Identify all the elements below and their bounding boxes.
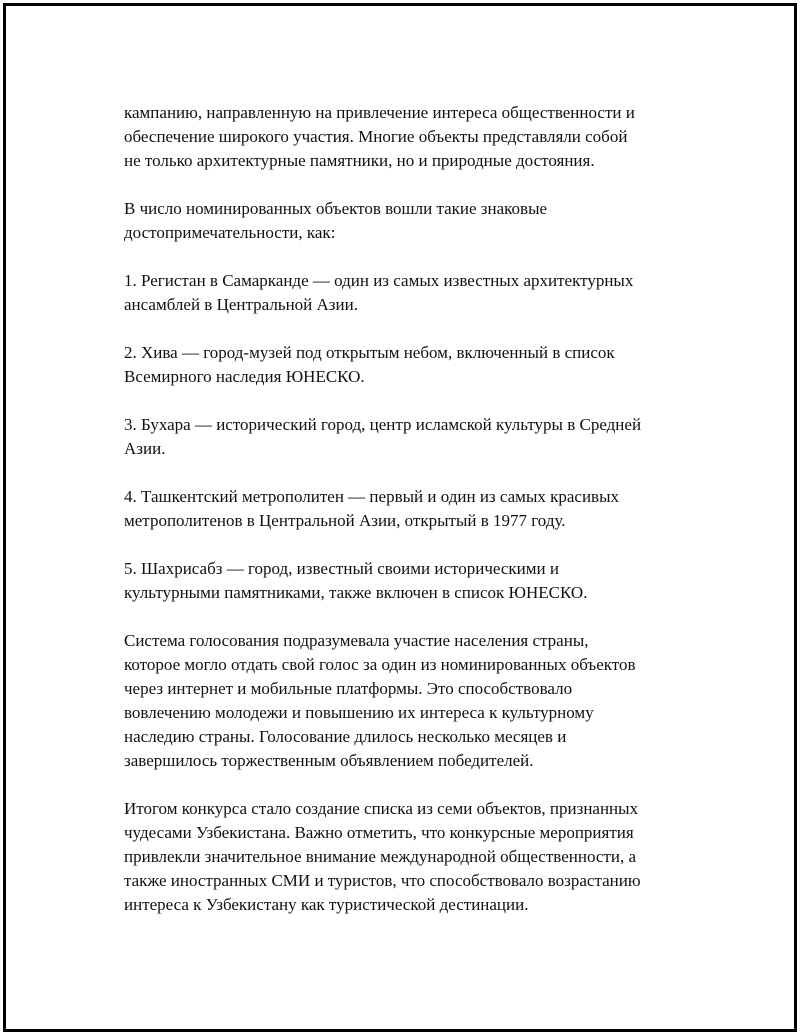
text-line: Всемирного наследия ЮНЕСКО. bbox=[124, 367, 365, 386]
text-line: метрополитенов в Центральной Азии, открытый в 1977 году. bbox=[124, 511, 566, 530]
text-line: В число номинированных объектов вошли такие знаковые bbox=[124, 199, 548, 218]
text-line: наследию страны. Голосование длилось несколько месяцев и bbox=[124, 727, 567, 746]
text-line: Азии. bbox=[124, 439, 166, 458]
text-line: культурными памятниками, также включен в список ЮНЕСКО. bbox=[124, 583, 588, 602]
paragraph-nominated bbox=[124, 197, 704, 245]
text-line: вовлечению молодежи и повышению их интереса к культурному bbox=[124, 703, 594, 722]
text-line: чудесами Узбекистана. Важно отметить, что конкурсные мероприятия bbox=[124, 823, 634, 842]
text-line: через интернет и мобильные платформы. Это способствовало bbox=[124, 679, 573, 698]
text-line: завершилось торжественным объявлением победителей. bbox=[124, 751, 534, 770]
page-body bbox=[124, 101, 704, 941]
list-item-shakhrisabz bbox=[124, 557, 704, 605]
list-item-khiva bbox=[124, 341, 704, 389]
text-line: кампанию, направленную на привлечение интереса общественности и bbox=[124, 103, 635, 122]
text-line: достопримечательности, как: bbox=[124, 223, 336, 242]
paragraph-result bbox=[124, 797, 704, 917]
text-line: интереса к Узбекистану как туристической дестинации. bbox=[124, 895, 529, 914]
list-item-tashkent-metro bbox=[124, 485, 704, 533]
text-line: Система голосования подразумевала участие населения страны, bbox=[124, 631, 589, 650]
text-line: 5. Шахрисабз — город, известный своими историческими и bbox=[124, 559, 559, 578]
text-line: Итогом конкурса стало создание списка из семи объектов, признанных bbox=[124, 799, 639, 818]
text-line: 4. Ташкентский метрополитен — первый и один из самых красивых bbox=[124, 487, 620, 506]
text-line: привлекли значительное внимание международной общественности, а bbox=[124, 847, 636, 866]
text-line: которое могло отдать свой голос за один из номинированных объектов bbox=[124, 655, 636, 674]
text-line: также иностранных СМИ и туристов, что способствовало возрастанию bbox=[124, 871, 641, 890]
text-line: 2. Хива — город-музей под открытым небом, включенный в список bbox=[124, 343, 615, 362]
text-line: 1. Регистан в Самарканде — один из самых известных архитектурных bbox=[124, 271, 634, 290]
paragraph-intro bbox=[124, 101, 704, 173]
text-line: 3. Бухара — исторический город, центр исламской культуры в Средней bbox=[124, 415, 642, 434]
page-frame bbox=[3, 3, 797, 1032]
paragraph-voting bbox=[124, 629, 704, 773]
text-line: обеспечение широкого участия. Многие объекты представляли собой bbox=[124, 127, 628, 146]
list-item-bukhara bbox=[124, 413, 704, 461]
text-line: не только архитектурные памятники, но и природные достояния. bbox=[124, 151, 595, 170]
text-line: ансамблей в Центральной Азии. bbox=[124, 295, 358, 314]
list-item-registan bbox=[124, 269, 704, 317]
